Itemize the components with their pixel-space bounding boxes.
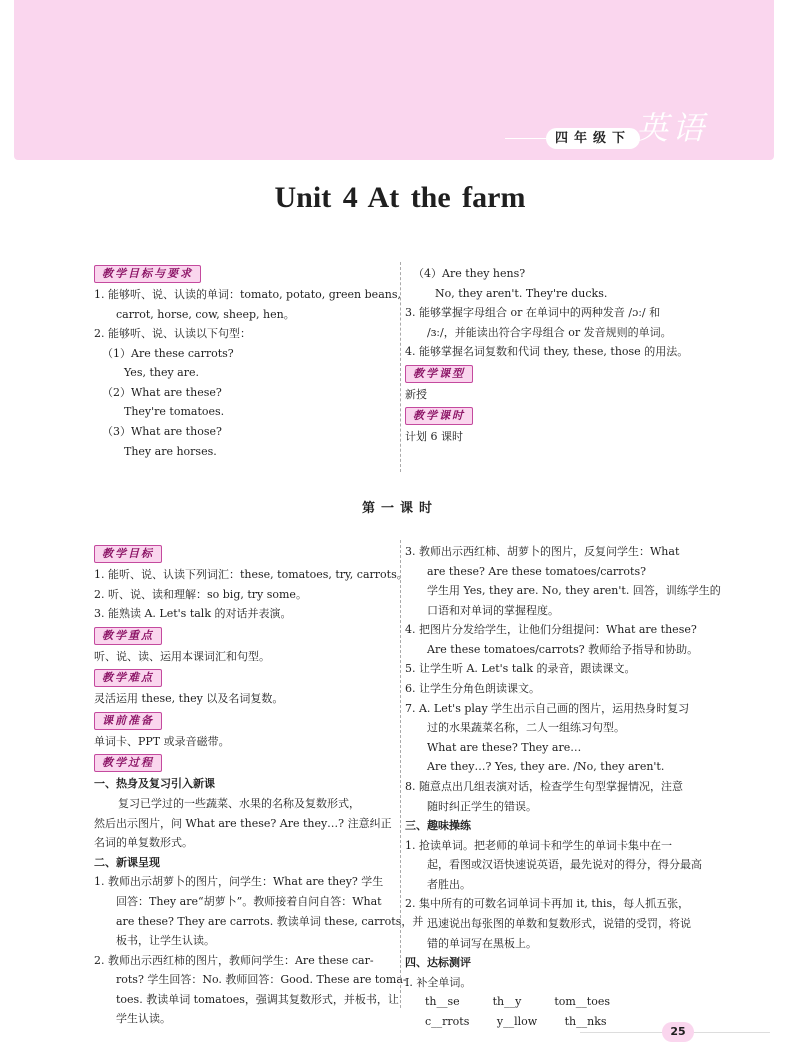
body-line: 起，看图或汉语快速说英语，最先说对的得分，得分最高 <box>427 858 702 872</box>
section-heading: 一、热身及复习引入新课 <box>94 777 215 791</box>
fill-in-words-row: c__rrots y__llow th__nks <box>425 1014 607 1028</box>
sentence-pattern: （4）Are they hens? <box>413 267 526 280</box>
body-line: Are these tomatoes/carrots? 教师给予指导和协助。 <box>427 642 699 656</box>
key-point-line: 听、说、读、运用本课词汇和句型。 <box>94 649 270 663</box>
objective-line: 4. 能够掌握名词复数和代词 they, these, those 的用法。 <box>405 345 689 359</box>
body-line: 5. 让学生听 A. Let's talk 的录音，跟读课文。 <box>405 662 636 676</box>
column-divider <box>400 262 401 472</box>
sentence-answer: They are horses. <box>124 444 217 458</box>
sentence-pattern: （3）What are those? <box>102 425 222 439</box>
goal-line: 3. 能熟读 A. Let's talk 的对话并表演。 <box>94 607 292 621</box>
body-line: 者胜出。 <box>427 877 471 891</box>
lesson-hours-tag: 教学课时 <box>405 407 473 425</box>
objectives-tag: 教学目标与要求 <box>94 265 201 283</box>
objective-line: 3. 能够掌握字母组合 or 在单词中的两种发音 /ɔː/ 和 <box>405 306 661 320</box>
difficulty-tag: 教学难点 <box>94 669 162 687</box>
body-line: 2. 集中所有的可数名词单词卡再加 it, this，每人抓五张， <box>405 897 690 911</box>
process-tag: 教学过程 <box>94 754 162 772</box>
sentence-pattern: （2）What are these? <box>102 385 222 399</box>
sentence-answer: No, they aren't. They're ducks. <box>435 286 608 300</box>
body-line: are these? They are carrots. 教读单词 these, carrots，并 <box>116 914 424 928</box>
sentence-answer: They're tomatoes. <box>124 405 225 419</box>
body-line: 1. 抢读单词。把老师的单词卡和学生的单词卡集中在一 <box>405 838 672 852</box>
sentence-pattern: （1）Are these carrots? <box>102 346 234 360</box>
body-line: 6. 让学生分角色朗读课文。 <box>405 682 540 696</box>
objective-line: carrot, horse, cow, sheep, hen。 <box>116 307 295 321</box>
body-line: 复习已学过的一些蔬菜、水果的名称及复数形式， <box>118 797 360 811</box>
body-line: 过的水果蔬菜名称，二人一组练习句型。 <box>427 721 625 735</box>
objectives-continued <box>405 264 705 447</box>
goal-line: 2. 听、说、读和理解：so big, try some。 <box>94 587 307 601</box>
page-number: 25 <box>662 1022 694 1042</box>
body-line: 8. 随意点出几组表演对话，检查学生句型掌握情况，注意 <box>405 779 683 793</box>
body-line: 7. A. Let's play 学生出示自己画的图片，运用热身时复习 <box>405 701 690 715</box>
unit-title: Unit 4 At the farm <box>274 181 526 214</box>
body-line: 口语和对单词的掌握程度。 <box>427 603 559 617</box>
body-line: 学生用 Yes, they are. No, they aren't. 回答，训练学生的 <box>427 584 721 598</box>
section-heading: 四、达标测评 <box>405 956 471 970</box>
body-line: 2. 教师出示西红柿的图片，教师问学生：Are these car- <box>94 953 374 967</box>
preparation-tag: 课前准备 <box>94 712 162 730</box>
objectives-section <box>94 262 401 461</box>
body-line: 3. 教师出示西红柿、胡萝卜的图片，反复问学生：What <box>405 545 680 558</box>
section-heading: 三、趣味操练 <box>405 819 471 833</box>
body-line: What are these? They are… <box>427 740 582 754</box>
body-line: toes. 教读单词 tomatoes，强调其复数形式，并板书，让 <box>116 992 399 1006</box>
column-divider <box>400 540 401 1008</box>
body-line: 板书，让学生认读。 <box>116 934 215 948</box>
body-line: 然后出示图片，问 What are these? Are they…? 注意纠正 <box>94 816 392 830</box>
grade-label: 四年级下 <box>546 128 640 149</box>
body-line: 4. 把图片分发给学生，让他们分组提问：What are these? <box>405 623 697 637</box>
difficulty-line: 灵活运用 these, they 以及名词复数。 <box>94 692 284 706</box>
body-line: Are they…? Yes, they are. /No, they aren't. <box>427 760 665 774</box>
fill-in-words-row: th__se th__y tom__toes <box>425 995 611 1009</box>
objective-line: 2. 能够听、说、认读以下句型： <box>94 327 251 341</box>
body-line: 迅速说出每张图的单数和复数形式，说错的受罚，将说 <box>427 916 691 930</box>
section-heading: 二、新课呈现 <box>94 855 160 869</box>
lesson-hours-value: 计划 6 课时 <box>405 430 463 444</box>
body-line: are these? Are these tomatoes/carrots? <box>427 564 647 578</box>
subject-label: 英语 <box>636 109 709 147</box>
body-line: rots? 学生回答：No. 教师回答：Good. These are toma- <box>116 973 407 987</box>
body-line: 随时纠正学生的错误。 <box>427 799 537 813</box>
goal-tag: 教学目标 <box>94 545 162 563</box>
lesson-title: 第一课时 <box>361 501 438 516</box>
objective-line: 1. 能够听、说、认读的单词：tomato, potato, green beans, <box>94 288 401 301</box>
preparation-line: 单词卡、PPT 或录音磁带。 <box>94 734 230 748</box>
lesson-type-value: 新授 <box>405 387 427 401</box>
body-line: 错的单词写在黑板上。 <box>427 936 537 950</box>
lesson-right-column <box>405 542 721 1031</box>
exercise-instruction: Ⅰ. 补全单词。 <box>405 975 472 989</box>
body-line: 回答：They are“胡萝卜”。教师接着自问自答：What <box>116 894 382 908</box>
body-line: 学生认读。 <box>116 1012 171 1026</box>
lesson-type-tag: 教学课型 <box>405 365 473 383</box>
body-line: 1. 教师出示胡萝卜的图片，问学生：What are they? 学生 <box>94 875 384 889</box>
objective-line: /ɜː/，并能读出符合字母组合 or 发音规则的单词。 <box>427 325 672 339</box>
key-point-tag: 教学重点 <box>94 627 162 645</box>
goal-line: 1. 能听、说、认读下列词汇：these, tomatoes, try, carrots。 <box>94 568 408 581</box>
lesson-left-column <box>94 542 424 1029</box>
body-line: 名词的单复数形式。 <box>94 836 193 850</box>
sentence-answer: Yes, they are. <box>124 366 200 380</box>
